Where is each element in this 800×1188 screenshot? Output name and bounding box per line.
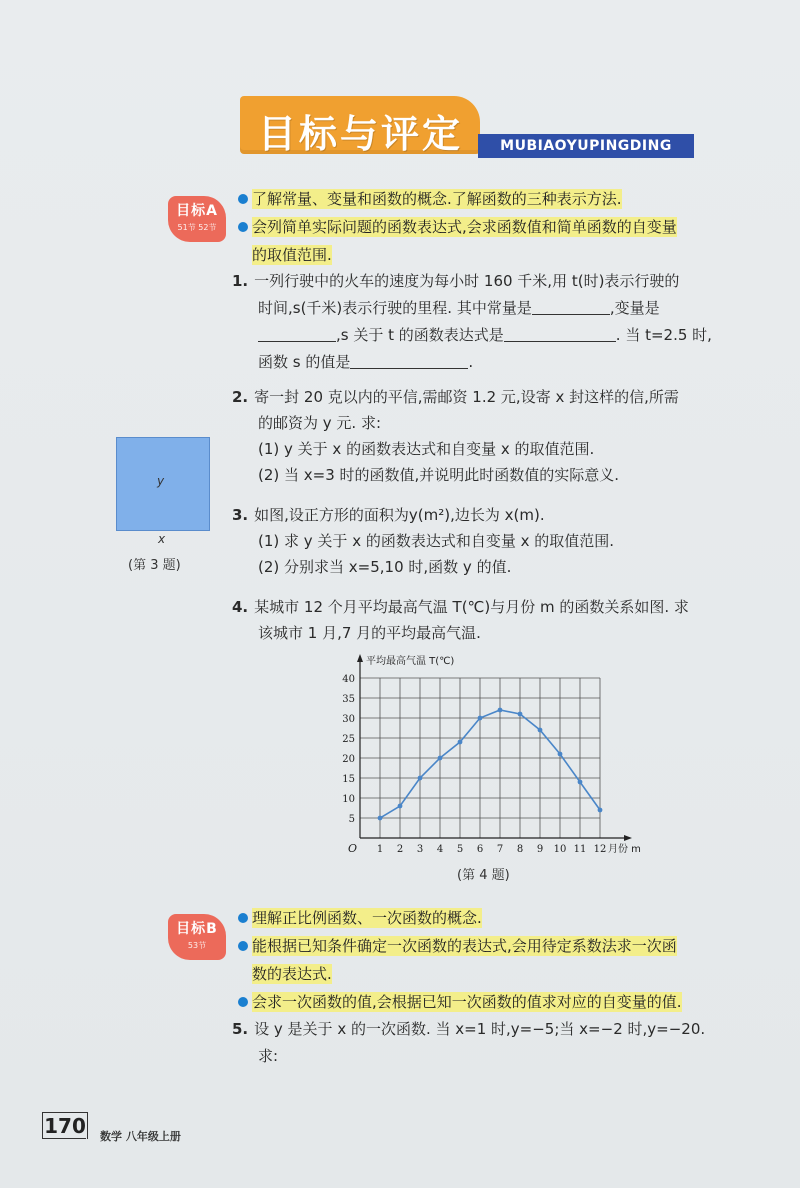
x-tick-label: 9 — [536, 844, 544, 855]
goal-a-item-1: 了解常量、变量和函数的概念.了解函数的三种表示方法. — [238, 186, 622, 212]
x-tick-label: 10 — [553, 844, 567, 855]
goal-b-item-2: 能根据已知条件确定一次函数的表达式,会用待定系数法求一次函 — [238, 933, 677, 959]
question-5-line-2: 求: — [258, 1047, 279, 1065]
bullet-icon — [238, 913, 248, 923]
data-point — [458, 740, 463, 745]
data-point — [398, 804, 403, 809]
data-point — [598, 808, 603, 813]
question-2-part-2: (2) 当 x=3 时的函数值,并说明此时函数值的实际意义. — [258, 466, 620, 484]
answer-blank-variable[interactable] — [258, 325, 336, 342]
goal-b-badge — [168, 914, 226, 960]
data-point — [538, 728, 543, 733]
square-area-label: y — [157, 474, 165, 488]
temperature-line-chart — [330, 648, 650, 864]
question-2-part-1: (1) y 关于 x 的函数表达式和自变量 x 的取值范围. — [258, 440, 595, 458]
x-tick-label: 4 — [436, 844, 444, 855]
y-tick-label: 40 — [342, 674, 355, 685]
question-1-line-4: 函数 s 的值是 . — [258, 353, 474, 371]
data-point — [518, 712, 523, 717]
goal-a-badge — [168, 196, 226, 242]
y-tick-label: 35 — [342, 694, 355, 705]
answer-blank-expression[interactable] — [504, 325, 616, 342]
goal-a-ref: 51节 52节 — [177, 223, 217, 232]
figure-4-caption: (第 4 题) — [457, 868, 510, 883]
bullet-icon — [238, 194, 248, 204]
y-tick-label: 30 — [342, 714, 355, 725]
question-4-line-2: 该城市 1 月,7 月的平均最高气温. — [258, 624, 481, 642]
section-title: 目标与评定 — [258, 112, 464, 156]
question-4-line-1: 4. 某城市 12 个月平均最高气温 T(℃)与月份 m 的函数关系如图. 求 — [232, 598, 689, 616]
y-tick-label: 20 — [342, 754, 355, 765]
question-2-line-2: 的邮资为 y 元. 求: — [258, 414, 382, 432]
x-axis-title: 月份 m — [608, 844, 641, 855]
y-tick-label: 5 — [348, 814, 355, 825]
question-5-line-1: 5. 设 y 是关于 x 的一次函数. 当 x=1 时,y=−5;当 x=−2 时,y=−20. — [232, 1020, 706, 1038]
x-tick-label: 1 — [376, 844, 384, 855]
x-axis-arrow-icon — [624, 835, 632, 841]
data-point — [498, 708, 503, 713]
goal-b-item-1: 理解正比例函数、一次函数的概念. — [238, 905, 482, 931]
question-3-part-1: (1) 求 y 关于 x 的函数表达式和自变量 x 的取值范围. — [258, 532, 615, 550]
x-tick-label: 7 — [496, 844, 504, 855]
data-point — [558, 752, 563, 757]
bullet-icon — [238, 222, 248, 232]
goal-a-title: 目标A — [176, 203, 218, 219]
question-3-line-1: 3. 如图,设正方形的面积为y(m²),边长为 x(m). — [232, 506, 545, 524]
y-tick-label: 25 — [342, 734, 355, 745]
answer-blank-value[interactable] — [350, 352, 468, 369]
bullet-icon — [238, 997, 248, 1007]
y-axis-arrow-icon — [357, 654, 363, 662]
origin-label: O — [348, 842, 358, 855]
x-tick-label: 8 — [516, 844, 524, 855]
x-tick-label: 12 — [593, 844, 607, 855]
goal-a-item-2-cont: 的取值范围. — [252, 246, 332, 264]
figure-3-caption: (第 3 题) — [128, 558, 181, 573]
question-1-line-1: 1. 一列行驶中的火车的速度为每小时 160 千米,用 t(时)表示行驶的 — [232, 272, 680, 290]
page-number-underline — [42, 1138, 86, 1139]
y-tick-label: 10 — [342, 794, 355, 805]
y-tick-label: 15 — [342, 774, 355, 785]
goal-a-item-2: 会列简单实际问题的函数表达式,会求函数值和简单函数的自变量 — [238, 214, 677, 240]
x-tick-label: 11 — [573, 844, 587, 855]
x-tick-label: 5 — [456, 844, 464, 855]
answer-blank-constant[interactable] — [532, 298, 610, 315]
temperature-series-line — [380, 710, 600, 818]
bullet-icon — [238, 941, 248, 951]
data-point — [438, 756, 443, 761]
section-subtitle: MUBIAOYUPINGDING — [478, 134, 694, 158]
data-point — [378, 816, 383, 821]
question-1-line-2: 时间,s(千米)表示行驶的里程. 其中常量是 ,变量是 — [258, 299, 660, 317]
square-side-label: x — [158, 532, 166, 546]
x-tick-label: 2 — [396, 844, 404, 855]
data-point — [578, 780, 583, 785]
data-point — [418, 776, 423, 781]
goal-b-ref: 53节 — [187, 941, 207, 950]
question-3-part-2: (2) 分别求当 x=5,10 时,函数 y 的值. — [258, 558, 512, 576]
question-2-line-1: 2. 寄一封 20 克以内的平信,需邮资 1.2 元,设寄 x 封这样的信,所需 — [232, 388, 679, 406]
y-axis-title: 平均最高气温 T(℃) — [366, 656, 455, 667]
goal-b-item-3: 会求一次函数的值,会根据已知一次函数的值求对应的自变量的值. — [238, 989, 682, 1015]
book-title: 数学 八年级上册 — [100, 1130, 181, 1143]
data-point — [478, 716, 483, 721]
x-tick-label: 6 — [476, 844, 484, 855]
goal-b-item-2-cont: 数的表达式. — [252, 965, 332, 983]
page-number: 170 — [42, 1112, 88, 1139]
question-1-line-3: ,s 关于 t 的函数表达式是 . 当 t=2.5 时, — [258, 322, 712, 348]
goal-b-title: 目标B — [176, 921, 218, 937]
x-tick-label: 3 — [416, 844, 424, 855]
